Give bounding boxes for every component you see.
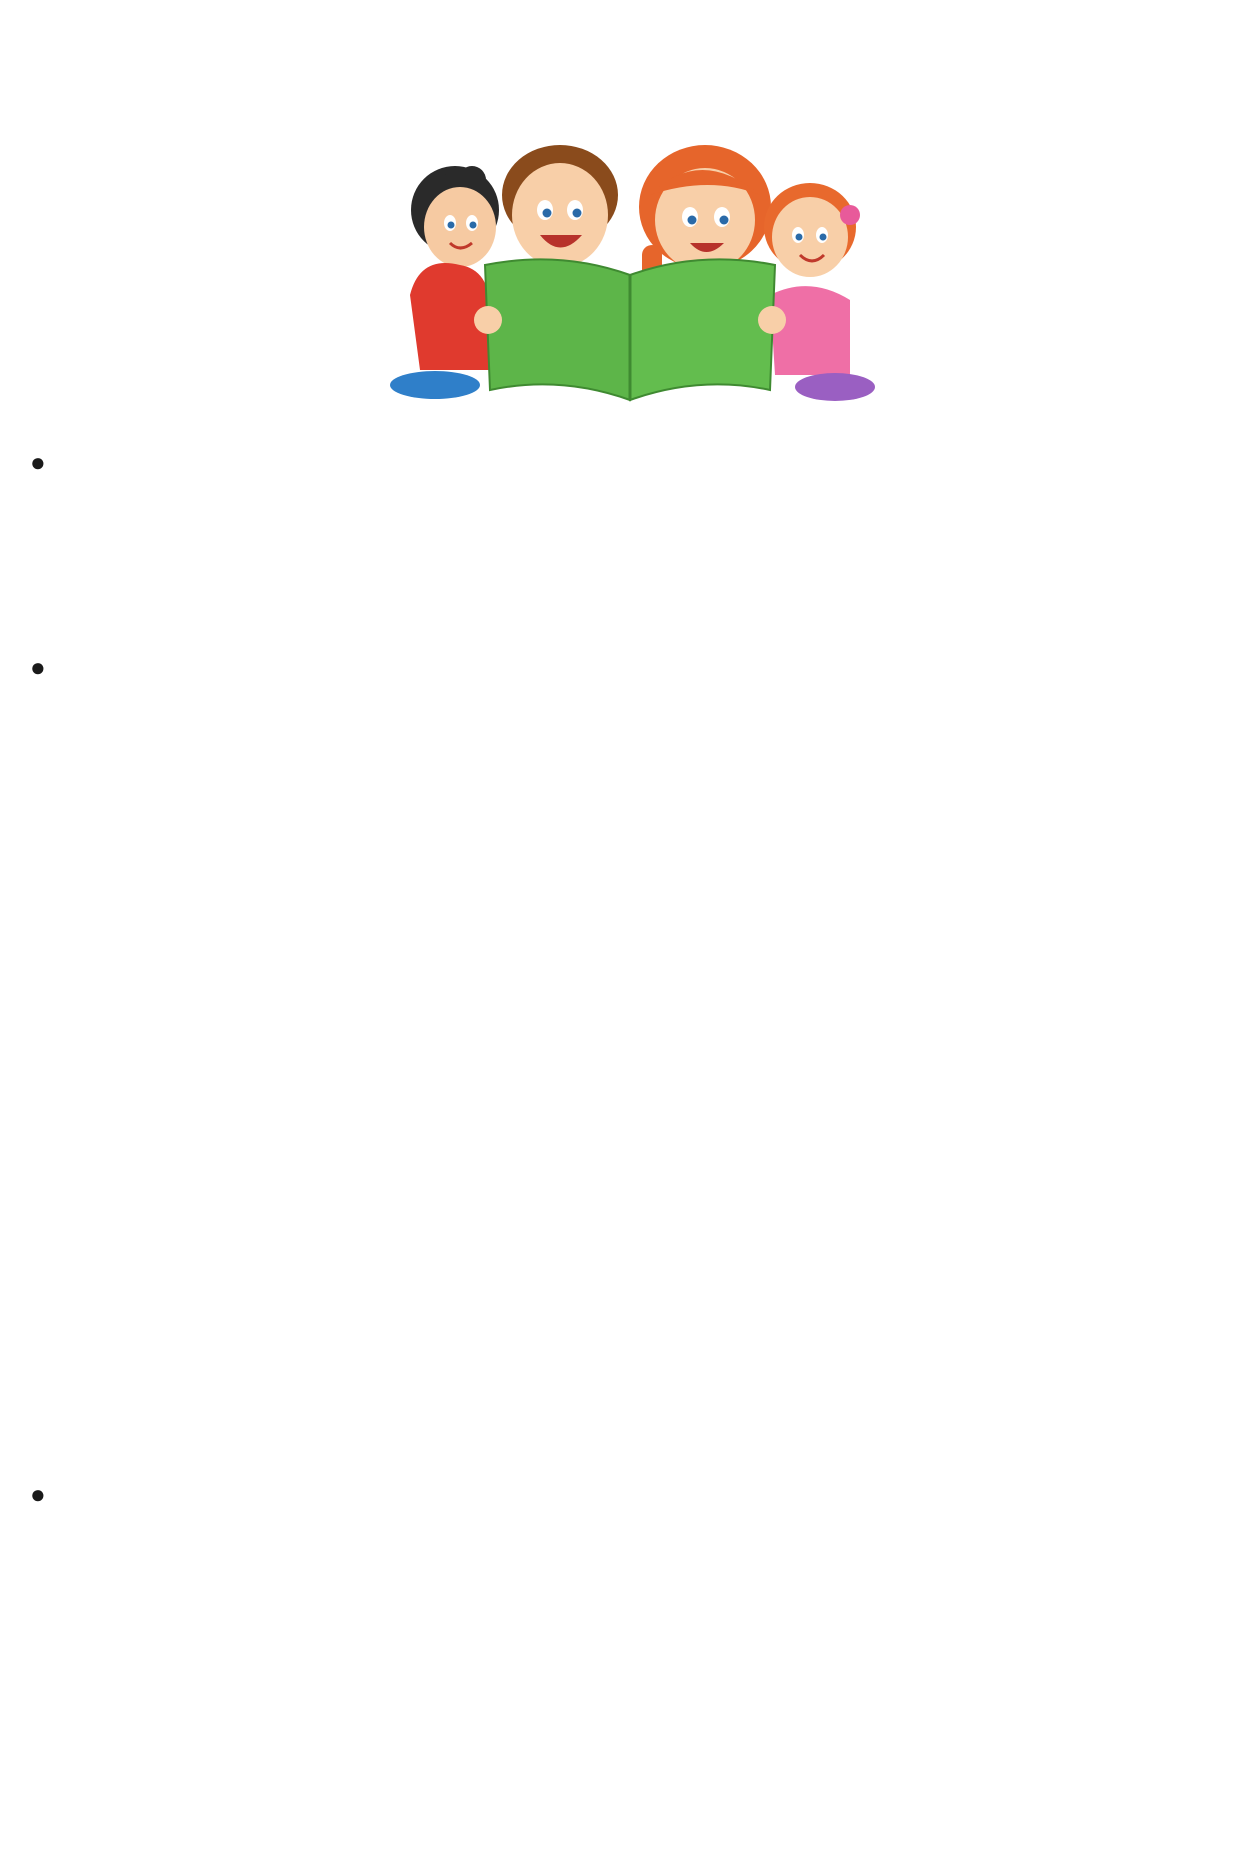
bullet-dot: ● — [30, 448, 46, 477]
bullet-dot: ● — [30, 653, 46, 682]
bullet-dot: ● — [30, 1480, 46, 1509]
children-reading-illustration — [380, 135, 880, 410]
child-girl-right — [764, 183, 875, 401]
child-boy-left — [390, 166, 499, 399]
green-book — [474, 259, 786, 400]
